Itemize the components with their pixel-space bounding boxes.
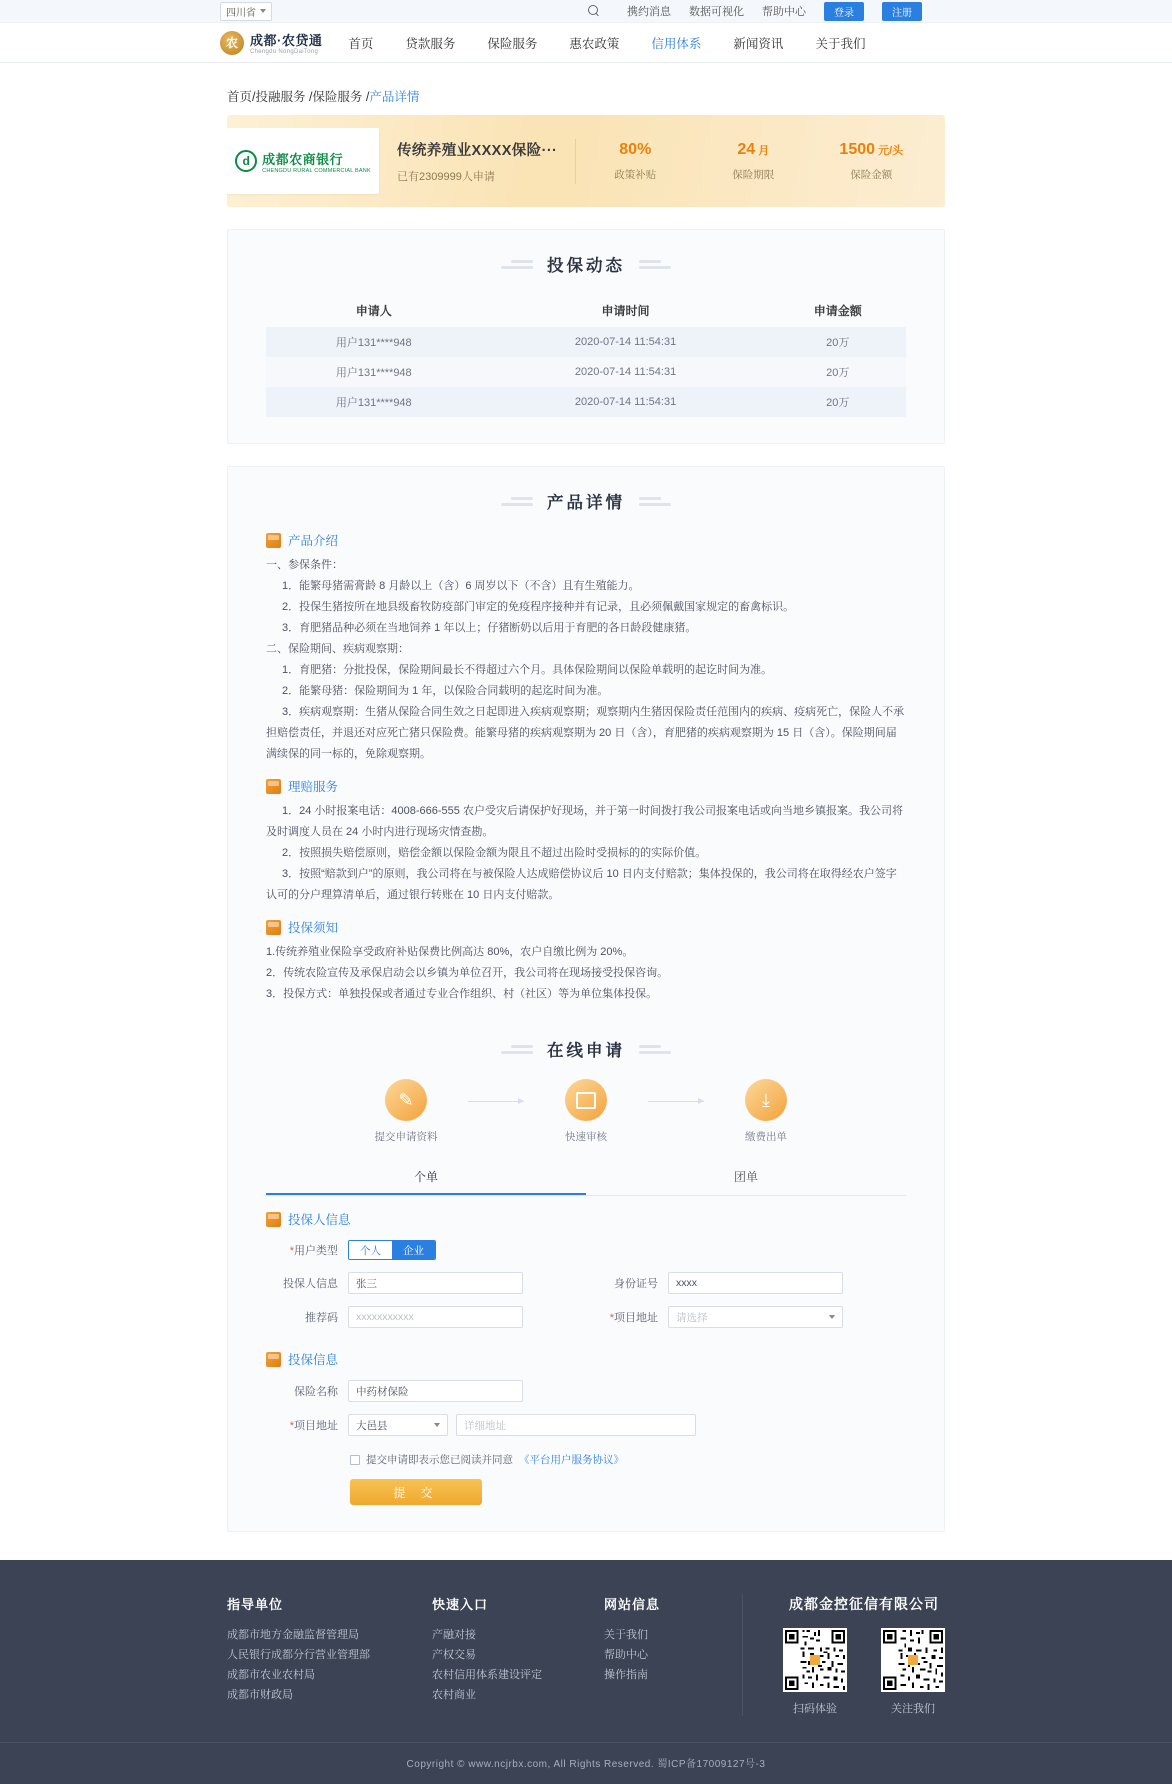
breadcrumb-current: 产品详情 (369, 90, 420, 104)
section-title-insure: 投保信息 (288, 1353, 339, 1367)
section-head-insure (266, 1350, 906, 1368)
step-label: 提交申请资料 (374, 1131, 438, 1143)
tab-individual[interactable]: 个单 (266, 1162, 586, 1195)
table-row (266, 357, 906, 387)
login-button[interactable]: 登录 (824, 2, 864, 21)
insure-address-county-select[interactable] (348, 1414, 448, 1436)
user-type-option-enterprise[interactable]: 企业 (392, 1241, 435, 1259)
banner-stat-subsidy-value: 80% (619, 140, 652, 158)
intro-line: 1．育肥猪：分批投保，保险期间最长不得超过六个月。具体保险期间以保险单载明的起讫时间为准。 (282, 664, 773, 676)
label-id-number: 身份证号 (614, 1278, 658, 1290)
claims-line: 认可的分户理算清单后，通过银行转账在 10 日内支付赔款。 (266, 889, 560, 901)
notice-line: 3．投保方式：单独投保或者通过专业合作组织、村（社区）等为单位集体投保。 (266, 988, 658, 1000)
nav-item-home[interactable]: 首页 (348, 36, 374, 51)
chevron-down-icon (434, 1423, 440, 1427)
user-type-option-individual[interactable]: 个人 (349, 1241, 392, 1259)
footer-link[interactable]: 农村商业 (432, 1689, 476, 1701)
cell-amount: 20万 (770, 387, 906, 417)
label-insure-address: *项目地址 (289, 1420, 338, 1432)
title-decor-left (501, 497, 533, 506)
table-header-row (266, 294, 906, 327)
intro-line: 3．育肥猪品种必须在当地饲养 1 年以上；仔猪断奶以后用于育肥的各日龄段健康猪。 (282, 622, 697, 634)
intro-line: 二、保险期间、疾病观察期： (266, 643, 409, 655)
footer-company-name: 成都金控征信有限公司 (789, 1596, 939, 1612)
cell-applicant: 用户131****948 (266, 327, 482, 357)
apply-title-row (228, 1037, 944, 1061)
top-links (588, 2, 922, 21)
cell-applicant: 用户131****948 (266, 387, 482, 417)
breadcrumb-wrap (0, 63, 1172, 115)
detail-body (266, 531, 906, 1003)
step-label: 快速审核 (565, 1131, 607, 1143)
intro-line: 1．能繁母猪需膏龄 8 月龄以上（含）6 周岁以下（不含）且有生殖能力。 (282, 580, 640, 592)
step-arrow-icon (460, 1101, 532, 1102)
dynamics-title-row (228, 252, 944, 276)
cube-icon (266, 1352, 281, 1367)
footer-link[interactable]: 操作指南 (604, 1669, 648, 1681)
notice-line: 2．传统农险宣传及承保启动会以乡镇为单位召开，我公司将在现场接受投保咨询。 (266, 967, 669, 979)
site-footer (0, 1560, 1172, 1784)
footer-link[interactable]: 帮助中心 (604, 1649, 648, 1661)
table-row (266, 387, 906, 417)
footer-link[interactable]: 人民银行成都分行营业管理部 (227, 1649, 370, 1661)
agreement-text: 提交申请即表示您已阅读并同意 (366, 1454, 513, 1466)
form-row-user-type (266, 1240, 906, 1260)
bank-card (227, 128, 379, 194)
table-row (266, 327, 906, 357)
banner-stat-amount-value: 1500 (839, 140, 876, 158)
logo-icon: 农 (220, 31, 244, 55)
intro-line: 2．投保生猪按所在地县级畜牧防疫部门审定的免疫程序接种并有记录，且必须佩戴国家规定的畜禽标识。 (282, 601, 795, 613)
qr-code-svg (783, 1628, 847, 1692)
apply-form (266, 1210, 906, 1505)
footer-col-guidance-title: 指导单位 (227, 1597, 284, 1612)
nav-item-policy[interactable]: 惠农政策 (569, 36, 620, 51)
footer-link[interactable]: 产权交易 (432, 1649, 476, 1661)
step-arrow-icon (640, 1101, 712, 1102)
section-title-claims: 理赔服务 (288, 780, 339, 794)
footer-link[interactable]: 成都市财政局 (227, 1689, 293, 1701)
applicant-name-input[interactable]: 张三 (348, 1272, 523, 1294)
qr-code-svg (881, 1628, 945, 1692)
label-project-address: *项目地址 (609, 1312, 658, 1324)
apply-title: 在线申请 (547, 1042, 625, 1060)
label-project-address-text: 项目地址 (614, 1312, 658, 1324)
detail-title: 产品详情 (547, 494, 625, 512)
label-insure-address-text: 项目地址 (294, 1420, 338, 1432)
dynamics-title: 投保动态 (547, 257, 625, 275)
edit-document-icon: ✎ (385, 1079, 427, 1121)
title-decor-right (639, 497, 671, 506)
top-link-visualization[interactable]: 数据可视化 (689, 6, 744, 18)
banner-stat-amount-label: 保险金额 (850, 168, 893, 181)
notice-line: 1.传统养殖业保险享受政府补贴保费比例高达 80%，农户自缴比例为 20%。 (266, 946, 634, 958)
id-number-input[interactable]: xxxx (668, 1272, 843, 1294)
title-decor-right (639, 260, 671, 269)
section-head-intro (266, 531, 906, 549)
cell-applicant: 用户131****948 (266, 357, 482, 387)
title-decor-left (501, 260, 533, 269)
product-banner (227, 115, 945, 207)
footer-col-quicklinks (432, 1594, 542, 1716)
banner-applied-count: 已有2309999人申请 (397, 170, 495, 183)
logo-title: 成都·农贷通 (250, 33, 323, 48)
intro-line: 担赔偿责任，并退还对应死亡猪只保险费。能繁母猪的疾病观察期为 20 日（含），育肥猪的疾病观察期为 15 日（含）。保险期间届 (266, 727, 897, 739)
claims-line: 2．按照损失赔偿原则，赔偿金额以保险金额为限且不超过出险时受损标的的实际价值。 (282, 847, 707, 859)
form-row-insurance-name (266, 1380, 906, 1402)
product-detail-card (227, 466, 945, 1532)
footer-col-guidance (227, 1594, 370, 1716)
banner-stat-subsidy (576, 141, 694, 182)
step-submit-materials (352, 1079, 460, 1144)
nav-item-insurance[interactable]: 保险服务 (487, 36, 538, 51)
section-title-applicant: 投保人信息 (288, 1213, 351, 1227)
section-head-claims (266, 777, 906, 795)
title-decor-right (639, 1045, 671, 1054)
step-payment-issue (712, 1079, 820, 1144)
col-amount: 申请金额 (813, 304, 862, 318)
intro-line: 满续保的同一标的，免除观察期。 (266, 748, 431, 760)
section-title-notice: 投保须知 (288, 921, 339, 935)
breadcrumb-path[interactable]: 首页/投融服务 /保险服务 / (227, 90, 370, 104)
site-logo[interactable] (220, 30, 322, 55)
nav-item-credit-system[interactable]: 信用体系 (651, 36, 702, 51)
dynamics-table (266, 294, 906, 417)
register-button[interactable]: 注册 (882, 2, 922, 21)
referral-code-input[interactable]: xxxxxxxxxxx (348, 1306, 523, 1328)
form-row-applicant-id (266, 1272, 906, 1294)
section-head-applicant (266, 1210, 906, 1228)
search-icon[interactable] (588, 5, 601, 18)
col-applicant: 申请人 (355, 304, 392, 318)
intro-line: 一、参保条件： (266, 559, 343, 571)
submit-button[interactable]: 提 交 (350, 1479, 482, 1505)
label-applicant: 投保人信息 (283, 1278, 338, 1290)
banner-stat-amount (812, 141, 930, 182)
banner-stat-term-label: 保险期限 (732, 168, 775, 181)
user-type-segmented[interactable] (348, 1240, 436, 1260)
insure-address-detail-input[interactable]: 详细地址 (456, 1414, 696, 1436)
cell-amount: 20万 (770, 357, 906, 387)
id-card-icon (565, 1079, 607, 1121)
cell-time: 2020-07-14 11:54:31 (482, 387, 770, 417)
footer-col-siteinfo (604, 1594, 660, 1716)
bank-name: 成都农商银行 (262, 151, 344, 167)
title-decor-left (501, 1045, 533, 1054)
footer-link[interactable]: 农村信用体系建设评定 (432, 1669, 542, 1681)
apply-tabs (266, 1162, 906, 1196)
tab-group[interactable]: 团单 (733, 1170, 758, 1184)
main-nav (0, 23, 1172, 63)
intro-line: 3．疾病观察期：生猪从保险合同生效之日起即进入疾病观察期；观察期内生猪因保险责任范围内的疾病、疫病死亡，保险人不承 (282, 706, 905, 718)
breadcrumb (227, 87, 945, 105)
claims-line: 1．24 小时报案电话：4008-666-555 农户受灾后请保护好现场，并于第一时间拨打我公司报案电话或向当地乡镇报案。我公司将 (282, 805, 903, 817)
step-label: 缴费出单 (745, 1131, 787, 1143)
copyright-text: Copyright © www.ncjrbx.com, All Rights Reserved. 蜀ICP备17009127号-3 (0, 1742, 1172, 1784)
footer-link[interactable]: 关于我们 (604, 1629, 648, 1641)
col-time: 申请时间 (601, 304, 650, 318)
qr-code-icon (881, 1628, 945, 1692)
form-row-insure-address (266, 1414, 906, 1436)
nav-item-loan[interactable]: 贷款服务 (405, 36, 456, 51)
footer-link[interactable]: 成都市地方金融监督管理局 (227, 1629, 359, 1641)
banner-stat-term-value: 24 (737, 140, 756, 158)
qr-follow (881, 1628, 945, 1716)
top-link-messages[interactable]: 携约消息 (627, 6, 671, 18)
claims-line: 3．按照“赔款到户”的原则，我公司将在与被保险人达成赔偿协议后 10 日内支付赔款；集体投保的，我公司将在取得经农户签字 (282, 868, 897, 880)
label-referral-code: 推荐码 (305, 1312, 338, 1324)
insurance-name-input[interactable]: 中药材保险 (348, 1380, 523, 1402)
insure-address-county-value: 大邑县 (356, 1419, 388, 1432)
region-selector[interactable] (220, 2, 272, 21)
footer-col-quicklinks-title: 快速入口 (432, 1597, 489, 1612)
nav-items (348, 34, 865, 52)
cell-time: 2020-07-14 11:54:31 (482, 357, 770, 387)
step-fast-review (532, 1079, 640, 1144)
apply-steps (228, 1079, 944, 1144)
agreement-row (350, 1452, 906, 1467)
claims-line: 及时调度人员在 24 小时内进行现场灾情查勘。 (266, 826, 494, 838)
label-insurance-name: 保险名称 (294, 1386, 338, 1398)
label-user-type-text: 用户类型 (294, 1245, 338, 1257)
banner-stat-subsidy-label: 政策补贴 (614, 168, 657, 181)
top-bar (0, 0, 1172, 23)
chevron-down-icon (260, 9, 266, 13)
footer-col-siteinfo-title: 网站信息 (604, 1597, 661, 1612)
logo-subtitle: Chengdu NongDaiTong (250, 49, 319, 55)
bank-name-en: CHENGDU RURAL COMMERCIAL BANK (262, 167, 371, 174)
banner-product-name: 传统养殖业XXXX保险··· (397, 142, 558, 159)
label-user-type: *用户类型 (289, 1245, 338, 1257)
qr-follow-caption: 关注我们 (891, 1703, 935, 1715)
footer-link[interactable]: 产融对接 (432, 1629, 476, 1641)
qr-experience (783, 1628, 847, 1716)
nav-item-news[interactable]: 新闻资讯 (733, 36, 784, 51)
cell-amount: 20万 (770, 327, 906, 357)
payment-icon: ⤓ (745, 1079, 787, 1121)
project-address-select-value: 请选择 (676, 1311, 708, 1324)
banner-stat-amount-unit: 元/头 (875, 144, 904, 157)
chevron-down-icon (829, 1315, 835, 1319)
form-row-referral-address (266, 1306, 906, 1328)
qr-code-icon (783, 1628, 847, 1692)
agreement-checkbox[interactable] (350, 1455, 360, 1465)
footer-company-block (742, 1594, 945, 1716)
qr-experience-caption: 扫码体验 (793, 1703, 837, 1715)
nav-item-about[interactable]: 关于我们 (815, 36, 866, 51)
top-link-help[interactable]: 帮助中心 (762, 6, 806, 18)
cube-icon (266, 533, 281, 548)
footer-link[interactable]: 成都市农业农村局 (227, 1669, 315, 1681)
insurance-dynamics-card (227, 229, 945, 444)
project-address-select[interactable] (668, 1306, 843, 1328)
intro-line: 2．能繁母猪：保险期间为 1 年，以保险合同载明的起迄时间为准。 (282, 685, 609, 697)
banner-wrap (0, 115, 1172, 207)
banner-stat-term-unit: 月 (755, 144, 770, 157)
cube-icon (266, 779, 281, 794)
cube-icon (266, 1212, 281, 1227)
cell-time: 2020-07-14 11:54:31 (482, 327, 770, 357)
detail-title-row (228, 489, 944, 513)
banner-product-block (379, 139, 576, 184)
banner-stat-term (694, 141, 812, 182)
bank-logo-icon: d (235, 150, 257, 172)
cube-icon (266, 920, 281, 935)
section-head-notice (266, 918, 906, 936)
agreement-link[interactable]: 《平台用户服务协议》 (519, 1454, 624, 1466)
region-selector-label: 四川省 (226, 7, 256, 19)
section-title-intro: 产品介绍 (288, 534, 339, 548)
